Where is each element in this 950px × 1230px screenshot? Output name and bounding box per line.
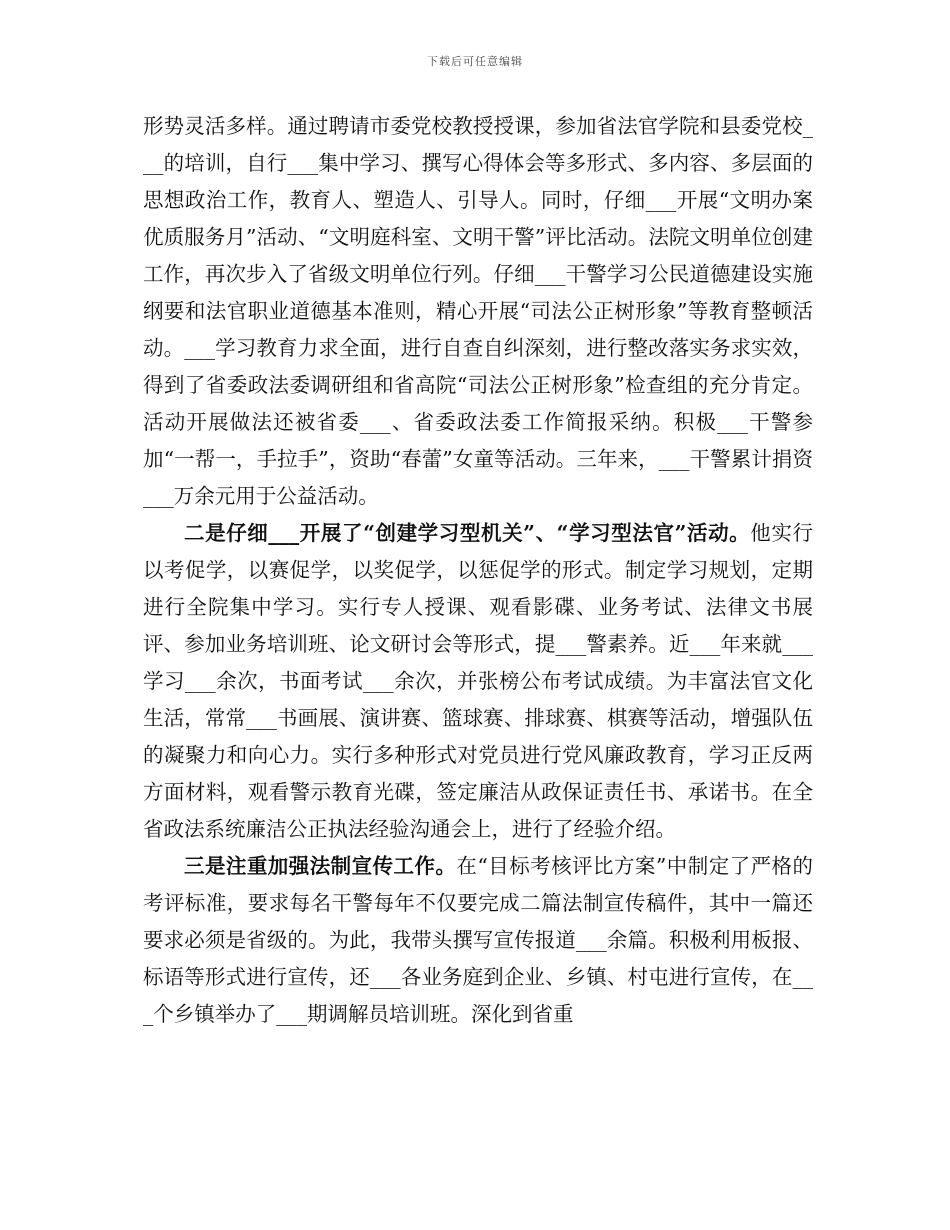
paragraph-learning-activities (143, 515, 813, 848)
paragraph-lead-heading: 三是注重加强法制宣传工作。 (184, 854, 457, 878)
paragraph-text: 他实行以考促学，以赛促学，以奖促学，以惩促学的形式。制定学习规划，定期进行全院集中学习。实行专人授课、观看影碟、业务考试、法律文书展评、参加业务培训班、论文研讨会等形式，提___警素养。近___年来就___学习___余次，书面考试___余次，并张榜公布考试成绩。为丰富法官文化生活，常常___书画展、演讲赛、篮球赛、排球赛、棋赛等活动，增强队伍的凝聚力和向心力。实行多种形式对党员进行党风廉政教育，学习正反两方面材料，观看警示教育光碟，签定廉洁从政保证责任书、承诺书。在全省政法系统廉洁公正执法经验沟通会上，进行了经验介绍。 (143, 521, 814, 841)
document-body (143, 108, 813, 1033)
page-header-note: 下载后可任意编辑 (427, 55, 523, 68)
paragraph-text: 形势灵活多样。通过聘请市委党校教授授课，参加省法官学院和县委党校___的培训，自行___集中学习、撰写心得体会等多形式、多内容、多层面的思想政治工作，教育人、塑造人、引导人。同时，仔细___开展“文明办案优质服务月”活动、“文明庭科室、文明干警”评比活动。法院文明单位创建工作，再次步入了省级文明单位行列。仔细___干警学习公民道德建设实施纲要和法官职业道德基本准则，精心开展“司法公正树形象”等教育整顿活动。___学习教育力求全面，进行自查自纠深刻，进行整改落实务求实效，得到了省委政法委调研组和省高院“司法公正树形象”检查组的充分肯定。活动开展做法还被省委___、省委政法委工作简报采纳。积极___干警参加“一帮一，手拉手”，资助“春蕾”女童等活动。三年来，___干警累计捐资___万余元用于公益活动。 (143, 114, 813, 508)
paragraph-continuation (143, 108, 813, 515)
paragraph-text: 在“目标考核评比方案”中制定了严格的考评标准，要求每名干警每年不仅要完成二篇法制宣传稿件，其中一篇还要求必须是省级的。为此，我带头撰写宣传报道___余篇。积极利用板报、标语等形式进行宣传，还___各业务庭到企业、乡镇、村屯进行宣传，在___个乡镇举办了___期调解员培训班。深化到省重 (143, 854, 814, 1026)
paragraph-lead-heading: 二是仔细___开展了“创建学习型机关”、“学习型法官”活动。 (184, 521, 751, 545)
paragraph-legal-publicity (143, 848, 813, 1033)
